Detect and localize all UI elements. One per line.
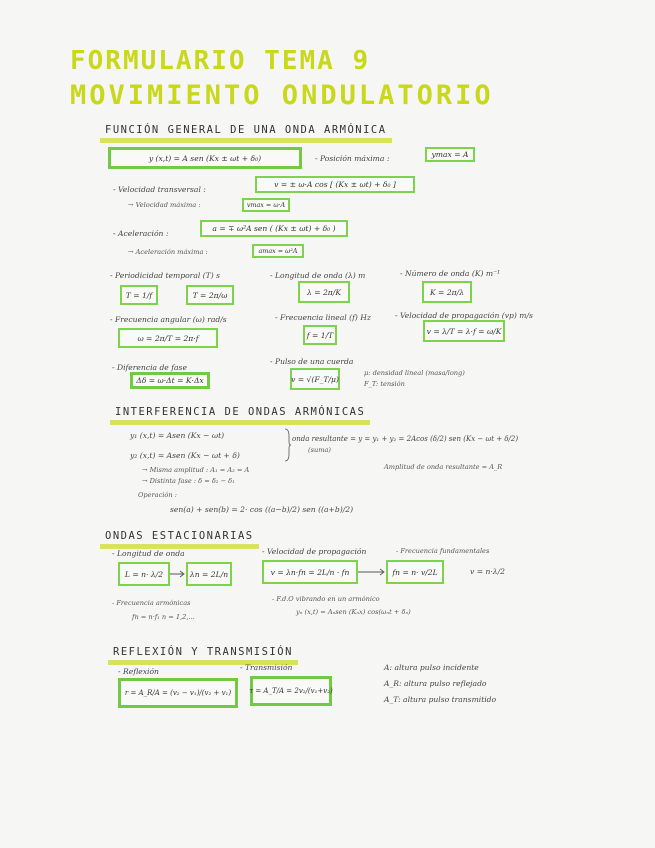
propagation-velocity-label: - Velocidad de propagación (vp) m/s: [395, 311, 533, 320]
max-position-box: ymax = A: [425, 147, 475, 162]
lambda-n-box: λn = 2L/n: [186, 562, 232, 586]
section-heading-interference: INTERFERENCIA DE ONDAS ARMÓNICAS: [110, 406, 370, 425]
wavelength-box: λ = 2π/K: [298, 281, 350, 303]
max-acceleration-label: → Aceleración máxima :: [128, 248, 208, 256]
fundamental-frequency-label: - Frecuencia fundamentales: [396, 547, 490, 555]
sum-identity-formula: sen(a) + sen(b) = 2· cos ((a−b)/2) sen ((a+b)/2): [170, 505, 354, 514]
transmission-label: - Transmisión: [240, 663, 293, 672]
different-phase-note: → Distinta fase : δ = δ₂ − δ₁: [142, 477, 235, 485]
period-frequency-box: T = 1/f: [120, 285, 158, 305]
transmitted-pulse-note: A_T: altura pulso transmitido: [384, 695, 497, 704]
reflection-coefficient-box: r = A_R/A = (v₂ − v₁)/(v₂ + v₁): [118, 678, 238, 708]
standing-velocity-box: v = λn·fn = 2L/n · fn: [262, 560, 358, 584]
resultant-amplitude-note: Amplitud de onda resultante = A_R: [384, 463, 503, 471]
velocity-label: - Velocidad transversal :: [113, 185, 206, 194]
sum-note: (suma): [308, 446, 331, 454]
reflection-label: - Reflexión: [118, 667, 159, 676]
brace-icon: [283, 428, 291, 462]
period-omega-box: T = 2π/ω: [186, 285, 234, 305]
acceleration-box: a = ∓ ω²A sen ( (Kx ± ωt) + δ₀ ): [200, 220, 348, 237]
linear-frequency-label: - Frecuencia lineal (f) Hz: [275, 313, 371, 322]
wave-equation-box: y (x,t) = A sen (Kx ± ωt + δ₀): [108, 147, 302, 169]
linear-density-note: μ: densidad lineal (masa/long): [364, 369, 465, 377]
max-velocity-box: vmax = ω·A: [242, 198, 290, 212]
incident-pulse-note: A: altura pulso incidente: [384, 663, 479, 672]
arrow-icon: [358, 568, 386, 576]
phase-difference-label: - Diferencia de fase: [112, 363, 187, 372]
section-heading-reflection: REFLEXIÓN Y TRANSMISIÓN: [108, 646, 298, 665]
operation-label: Operación :: [138, 491, 177, 499]
reflected-pulse-note: A_R: altura pulso reflejado: [384, 679, 487, 688]
page-subtitle: MOVIMIENTO ONDULATORIO: [70, 80, 494, 111]
resultant-wave-formula: onda resultante = y = y₁ + y₂ = 2Acos (δ/2) sen (Kx − ωt + δ/2): [292, 435, 519, 443]
tension-note: F_T: tensión: [364, 380, 405, 388]
page-title: FORMULARIO TEMA 9: [70, 46, 371, 76]
harmonic-frequency-formula: fn = n·f₁ n = 1,2,...: [132, 613, 195, 621]
arrow-icon: [170, 570, 186, 578]
wave-2-equation: y₂ (x,t) = Asen (Kx − ωt + δ): [130, 451, 240, 460]
acceleration-label: - Aceleración :: [113, 229, 169, 238]
wavelength-label: - Longitud de onda (λ) m: [270, 271, 366, 280]
linear-frequency-box: f = 1/T: [303, 325, 337, 345]
section-heading-standing-waves: ONDAS ESTACIONARIAS: [100, 530, 259, 549]
period-label: - Periodicidad temporal (T) s: [110, 271, 220, 280]
velocity-box: v = ± ω·A cos [ (Kx ± ωt) + δ₀ ]: [255, 176, 415, 193]
max-position-label: - Posición máxima :: [315, 154, 390, 163]
harmonic-wave-formula: yₙ (x,t) = Aₙsen (Kₙx) cos(ωₙt + δₙ): [296, 608, 411, 616]
fundamental-frequency-box: fn = n· v/2L: [386, 560, 444, 584]
section-heading-wave-function: FUNCIÓN GENERAL DE UNA ONDA ARMÓNICA: [100, 124, 392, 143]
harmonic-wave-label: - F.d.O vibrando en un armónico: [272, 595, 380, 603]
phase-difference-box: Δδ = ω·Δt = K·Δx: [130, 372, 210, 389]
string-velocity-box: v = √(F_T/μ): [290, 368, 340, 390]
wave-1-equation: y₁ (x,t) = Asen (Kx − ωt): [130, 431, 225, 440]
same-amplitude-note: → Misma amplitud : A₁ = A₂ = A: [142, 466, 250, 474]
standing-wavelength-label: - Longitud de onda: [112, 549, 185, 558]
length-box: L = n· λ/2: [118, 562, 170, 586]
harmonic-frequency-label: - Frecuencia armónicas: [112, 599, 191, 607]
propagation-velocity-box: v = λ/T = λ·f = ω/K: [423, 320, 505, 342]
transmission-coefficient-box: τ = A_T/A = 2v₂/(v₁+v₂): [250, 676, 332, 706]
max-acceleration-box: amax = ω²A: [252, 244, 304, 258]
velocity-note: v = n·λ/2: [470, 567, 505, 576]
string-pulse-label: - Pulso de una cuerda: [270, 357, 354, 366]
standing-velocity-label: - Velocidad de propagación: [262, 547, 367, 556]
wave-number-label: - Número de onda (K) m⁻¹: [400, 269, 501, 278]
wave-number-box: K = 2π/λ: [422, 281, 472, 303]
angular-frequency-label: - Frecuencia angular (ω) rad/s: [110, 315, 227, 324]
angular-frequency-box: ω = 2π/T = 2π·f: [118, 328, 218, 348]
max-velocity-label: → Velocidad máxima :: [128, 201, 201, 209]
